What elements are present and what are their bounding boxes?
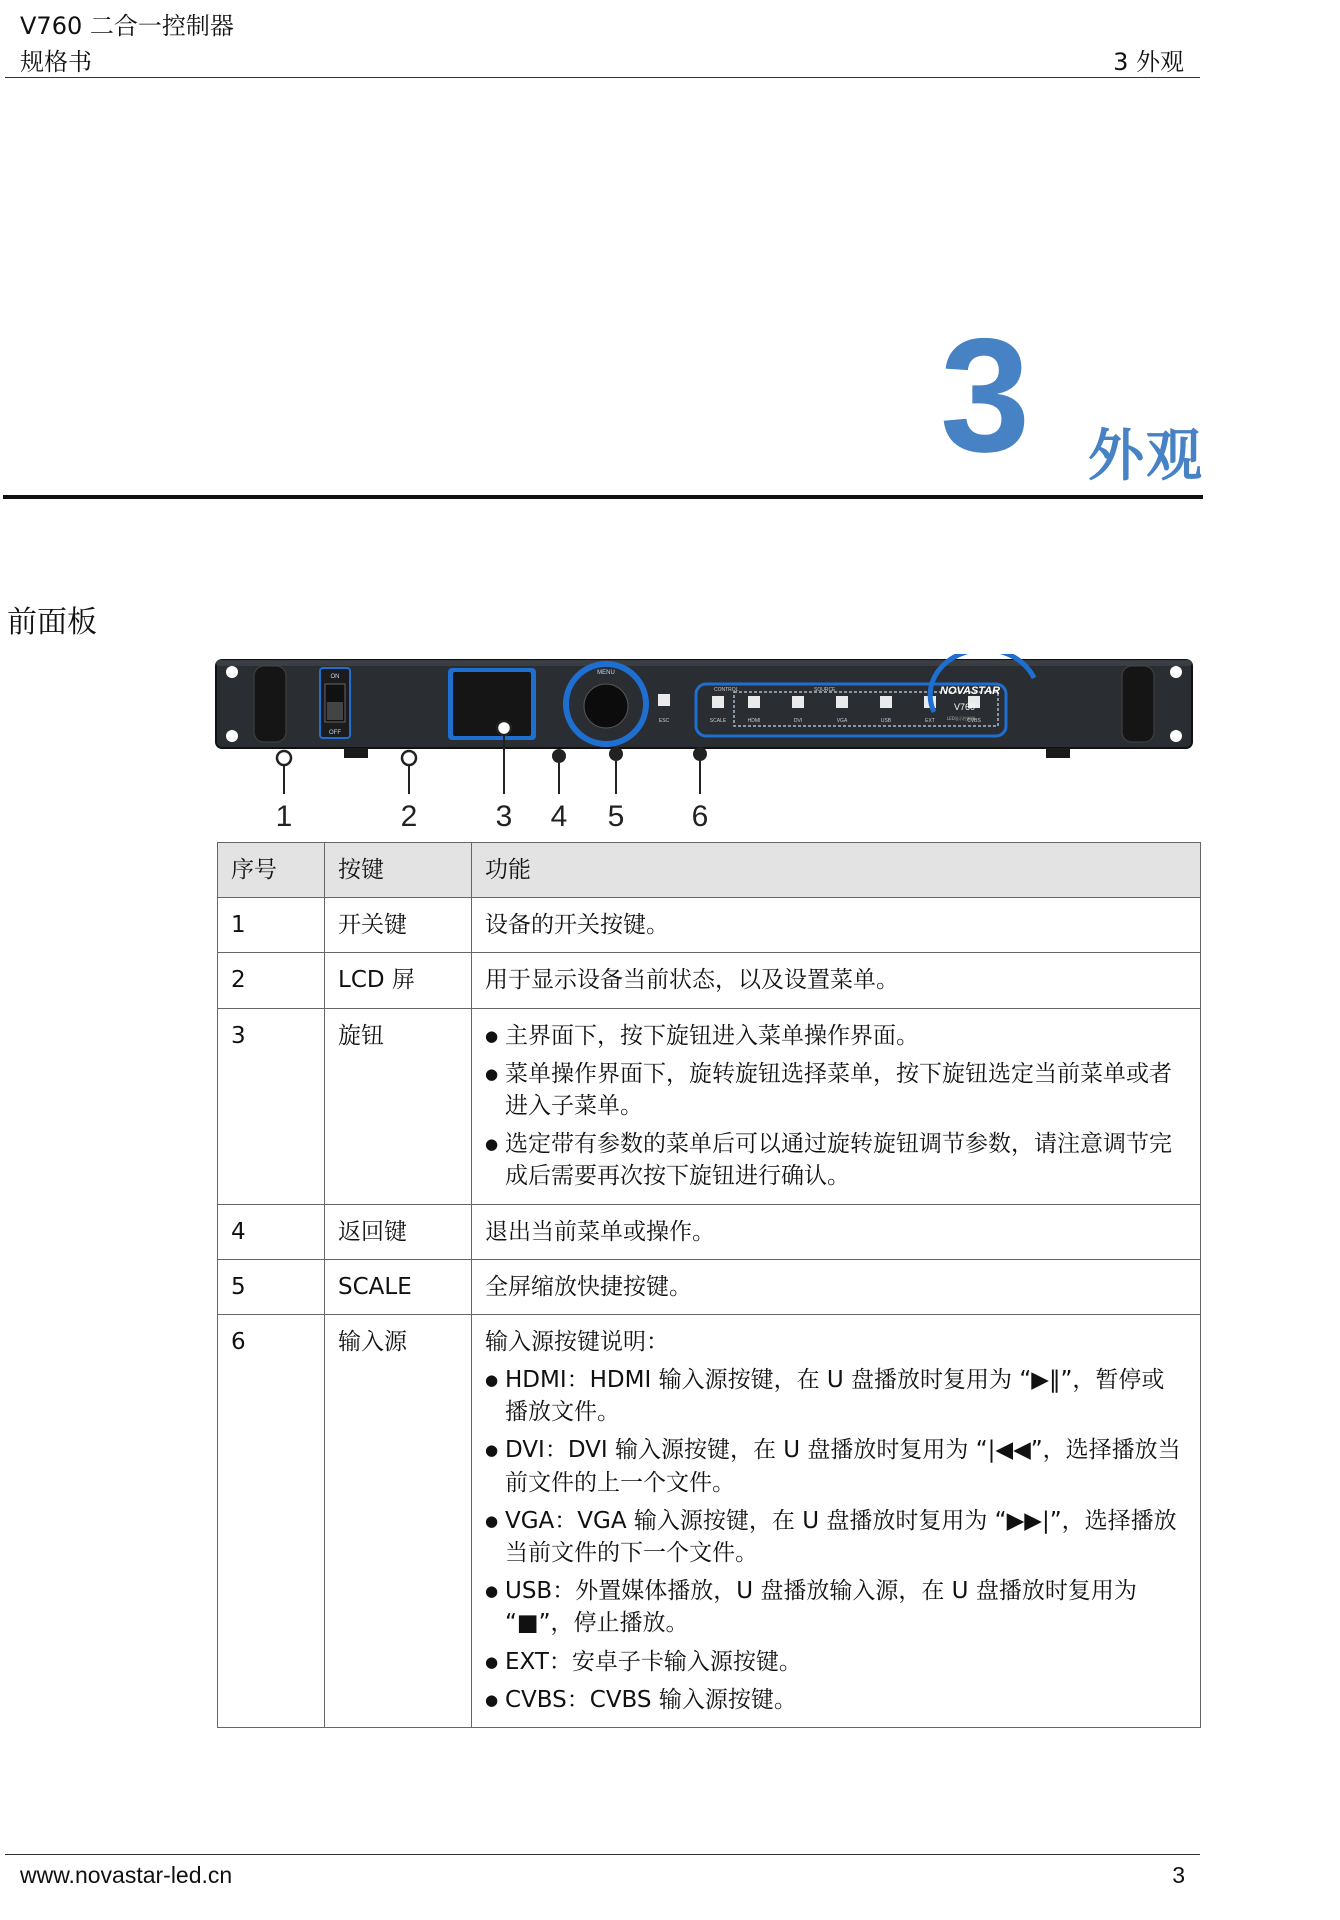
- callout-label: 4: [550, 800, 568, 833]
- cell-no: 4: [218, 1204, 325, 1259]
- table-row: [218, 898, 1201, 953]
- cell-key: SCALE: [325, 1259, 472, 1314]
- esc-label: ESC: [658, 718, 670, 724]
- running-section: 3 外观: [1113, 48, 1184, 76]
- table-row: [218, 1259, 1201, 1314]
- table-row: [218, 1204, 1201, 1259]
- bullet-item: ● USB：外置媒体播放，U 盘播放输入源，在 U 盘播放时复用为 “■”，停止播放。: [485, 1575, 1187, 1639]
- input-label: HDMI: [747, 718, 761, 724]
- doc-subtitle: 规格书: [20, 48, 92, 76]
- callout-4: [551, 749, 568, 833]
- col-header-no: 序号: [218, 843, 325, 898]
- bullet-list: [485, 1020, 1187, 1193]
- cell-function: 用于显示设备当前状态，以及设置菜单。: [472, 953, 1201, 1008]
- input-label: DVI: [793, 718, 803, 724]
- footer-rule: [5, 1854, 1200, 1855]
- callout-label: 2: [400, 800, 418, 833]
- callout-label: 5: [607, 800, 625, 833]
- input-button-usb: [880, 696, 892, 708]
- cell-function: 设备的开关按键。: [472, 898, 1201, 953]
- input-label: CVBS: [967, 718, 981, 724]
- esc-button: [658, 694, 670, 706]
- input-label: VGA: [836, 718, 848, 724]
- input-button-dvi: [792, 696, 804, 708]
- callout-6: [692, 747, 709, 833]
- input-label: USB: [880, 718, 892, 724]
- on-label: ON: [330, 674, 340, 680]
- cell-function: 全屏缩放快捷按键。: [472, 1259, 1201, 1314]
- cell-key: 输入源: [325, 1314, 472, 1727]
- doc-title: V760 二合一控制器: [20, 12, 234, 40]
- callout-5: [608, 747, 625, 833]
- rack-hole-icon: [1170, 730, 1182, 742]
- function-intro: 输入源按键说明：: [485, 1328, 669, 1355]
- model-label: V760: [954, 702, 976, 712]
- menu-label: MENU: [597, 670, 615, 676]
- input-button-hdmi: [748, 696, 760, 708]
- table-row: [218, 953, 1201, 1008]
- bullet-item: ● 菜单操作界面下，旋转旋钮选择菜单，按下旋钮选定当前菜单或者进入子菜单。: [485, 1058, 1187, 1122]
- bullet-item: ● 选定带有参数的菜单后可以通过旋转旋钮调节参数，请注意调节完成后需要再次按下旋钮进行确认。: [485, 1128, 1187, 1192]
- col-header-function: 功能: [472, 843, 1201, 898]
- cell-key: 返回键: [325, 1204, 472, 1259]
- cell-no: 5: [218, 1259, 325, 1314]
- right-handle: [1122, 666, 1154, 742]
- callout-label: 3: [495, 800, 513, 833]
- input-label: EXT: [925, 718, 935, 724]
- cell-key: 开关键: [325, 898, 472, 953]
- off-label: OFF: [329, 730, 341, 736]
- control-label: CONTROL: [714, 687, 739, 693]
- bullet-item: ● CVBS：CVBS 输入源按键。: [485, 1684, 1187, 1716]
- footer-url[interactable]: www.novastar-led.cn: [20, 1862, 233, 1888]
- rack-hole-icon: [226, 730, 238, 742]
- bullet-list: [485, 1364, 1187, 1716]
- page-number: 3: [1172, 1862, 1185, 1888]
- scale-label: SCALE: [709, 718, 727, 724]
- callout-label: 1: [275, 800, 293, 833]
- bullet-item: ● 主界面下，按下旋钮进入菜单操作界面。: [485, 1020, 1187, 1052]
- rotary-knob: [584, 684, 628, 728]
- rack-hole-icon: [226, 666, 238, 678]
- header-rule: [5, 77, 1200, 78]
- cell-function: 退出当前菜单或操作。: [472, 1204, 1201, 1259]
- front-panel-table: [217, 842, 1201, 1728]
- cell-no: 6: [218, 1314, 325, 1727]
- cell-no: 1: [218, 898, 325, 953]
- bullet-item: ● HDMI：HDMI 输入源按键，在 U 盘播放时复用为 “▶‖”，暂停或播放文件。: [485, 1364, 1187, 1428]
- cell-key: 旋钮: [325, 1008, 472, 1204]
- scale-button: [712, 696, 724, 708]
- brand-logo: NOVASTAR: [940, 685, 1001, 697]
- left-handle: [254, 666, 286, 742]
- section-title: 前面板: [7, 605, 97, 640]
- table-header-row: [218, 843, 1201, 898]
- chapter-title: 外观: [1088, 424, 1204, 489]
- cell-function: [472, 1314, 1201, 1727]
- chapter-number: 3: [940, 305, 1031, 486]
- callout-2: [401, 751, 418, 833]
- col-header-key: 按键: [325, 843, 472, 898]
- input-button-vga: [836, 696, 848, 708]
- cell-no: 3: [218, 1008, 325, 1204]
- chapter-rule: [3, 495, 1203, 499]
- callout-label: 6: [691, 800, 709, 833]
- cell-function: [472, 1008, 1201, 1204]
- cell-key: LCD 屏: [325, 953, 472, 1008]
- callout-1: [276, 751, 293, 833]
- table-row: [218, 1314, 1201, 1727]
- source-label: SOURCE: [814, 687, 836, 693]
- bullet-item: ● VGA：VGA 输入源按键，在 U 盘播放时复用为 “▶▶|”，选择播放当前文件的下一个文件。: [485, 1505, 1187, 1569]
- bullet-item: ● EXT：安卓子卡输入源按键。: [485, 1646, 1187, 1678]
- table-row: [218, 1008, 1201, 1204]
- rack-hole-icon: [1170, 666, 1182, 678]
- front-panel-figure: [214, 654, 1194, 834]
- model-sub-label: LED显示控制器: [947, 716, 975, 721]
- bullet-item: ● DVI：DVI 输入源按键，在 U 盘播放时复用为 “|◀◀”，选择播放当前文件的上一个文件。: [485, 1434, 1187, 1498]
- cell-no: 2: [218, 953, 325, 1008]
